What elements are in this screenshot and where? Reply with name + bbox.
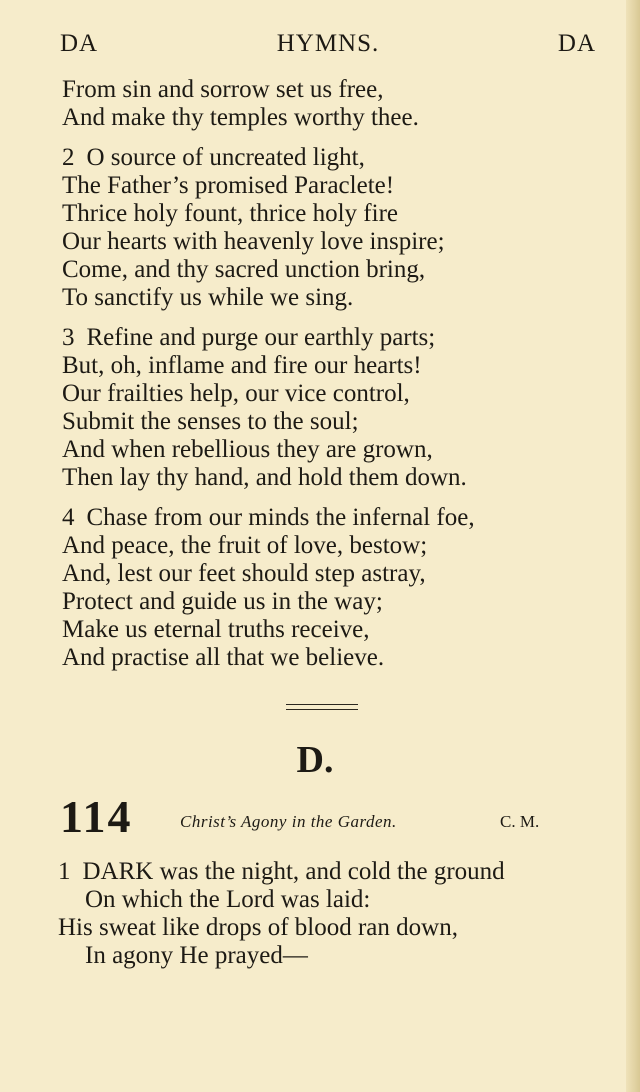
verse-number: 1 bbox=[58, 858, 71, 885]
verse-line: Our hearts with heavenly love inspire; bbox=[62, 228, 445, 255]
hymn-verse-1 bbox=[58, 858, 618, 970]
verse-4 bbox=[62, 504, 622, 672]
verse-line: And when rebellious they are grown, bbox=[62, 436, 433, 463]
verse-line: And, lest our feet should step astray, bbox=[62, 560, 426, 587]
hymn-heading bbox=[60, 790, 620, 840]
hymn-title: Christ’s Agony in the Garden. bbox=[180, 812, 397, 831]
header-right: DA bbox=[557, 30, 596, 57]
verse-line: Our frailties help, our vice control, bbox=[62, 380, 410, 407]
hymn-meter: C. M. bbox=[500, 812, 540, 831]
verse-text: Chase from our minds the infernal foe, bbox=[86, 504, 475, 531]
verse-number: 3 bbox=[62, 324, 75, 351]
section-divider bbox=[286, 704, 358, 710]
verse-line: In agony He prayed— bbox=[85, 942, 308, 969]
verse-line: And practise all that we believe. bbox=[62, 644, 385, 671]
verse-line: Make us eternal truths receive, bbox=[62, 616, 370, 643]
verse-2 bbox=[62, 144, 622, 312]
verse-line: Protect and guide us in the way; bbox=[62, 588, 383, 615]
verse-line bbox=[58, 858, 618, 886]
header-left: DA bbox=[60, 30, 99, 57]
verse-line: And peace, the fruit of love, bestow; bbox=[62, 532, 428, 559]
verse-line: His sweat like drops of blood ran down, bbox=[58, 914, 458, 941]
hymn-number: 114 bbox=[60, 791, 133, 842]
running-header bbox=[60, 30, 596, 70]
verse-text: O source of uncreated light, bbox=[86, 144, 365, 171]
verse-line: But, oh, inflame and fire our hearts! bbox=[62, 352, 422, 379]
header-title: HYMNS. bbox=[276, 30, 380, 57]
verse-line: Then lay thy hand, and hold them down. bbox=[62, 464, 467, 491]
verse-number: 4 bbox=[62, 504, 75, 531]
verse-text: Refine and purge our earthly parts; bbox=[86, 324, 436, 351]
verse-line bbox=[62, 144, 622, 172]
verse-line: Submit the senses to the soul; bbox=[62, 408, 359, 435]
verse-text: DARK was the night, and cold the ground bbox=[82, 858, 505, 885]
verse-3 bbox=[62, 324, 622, 492]
section-letter: D. bbox=[296, 739, 334, 781]
verse-line: To sanctify us while we sing. bbox=[62, 284, 354, 311]
verse-line: On which the Lord was laid: bbox=[85, 886, 371, 913]
page-edge bbox=[626, 0, 640, 1092]
verse-line: The Father’s promised Paraclete! bbox=[62, 172, 395, 199]
verse-line: Come, and thy sacred unction bring, bbox=[62, 256, 426, 283]
verse-line: And make thy temples worthy thee. bbox=[62, 104, 419, 131]
verse-line: From sin and sorrow set us free, bbox=[62, 76, 384, 103]
verse-continuation bbox=[62, 76, 622, 132]
verse-line bbox=[62, 504, 622, 532]
verse-line bbox=[62, 324, 622, 352]
verse-number: 2 bbox=[62, 144, 75, 171]
verse-line: Thrice holy fount, thrice holy fire bbox=[62, 200, 398, 227]
